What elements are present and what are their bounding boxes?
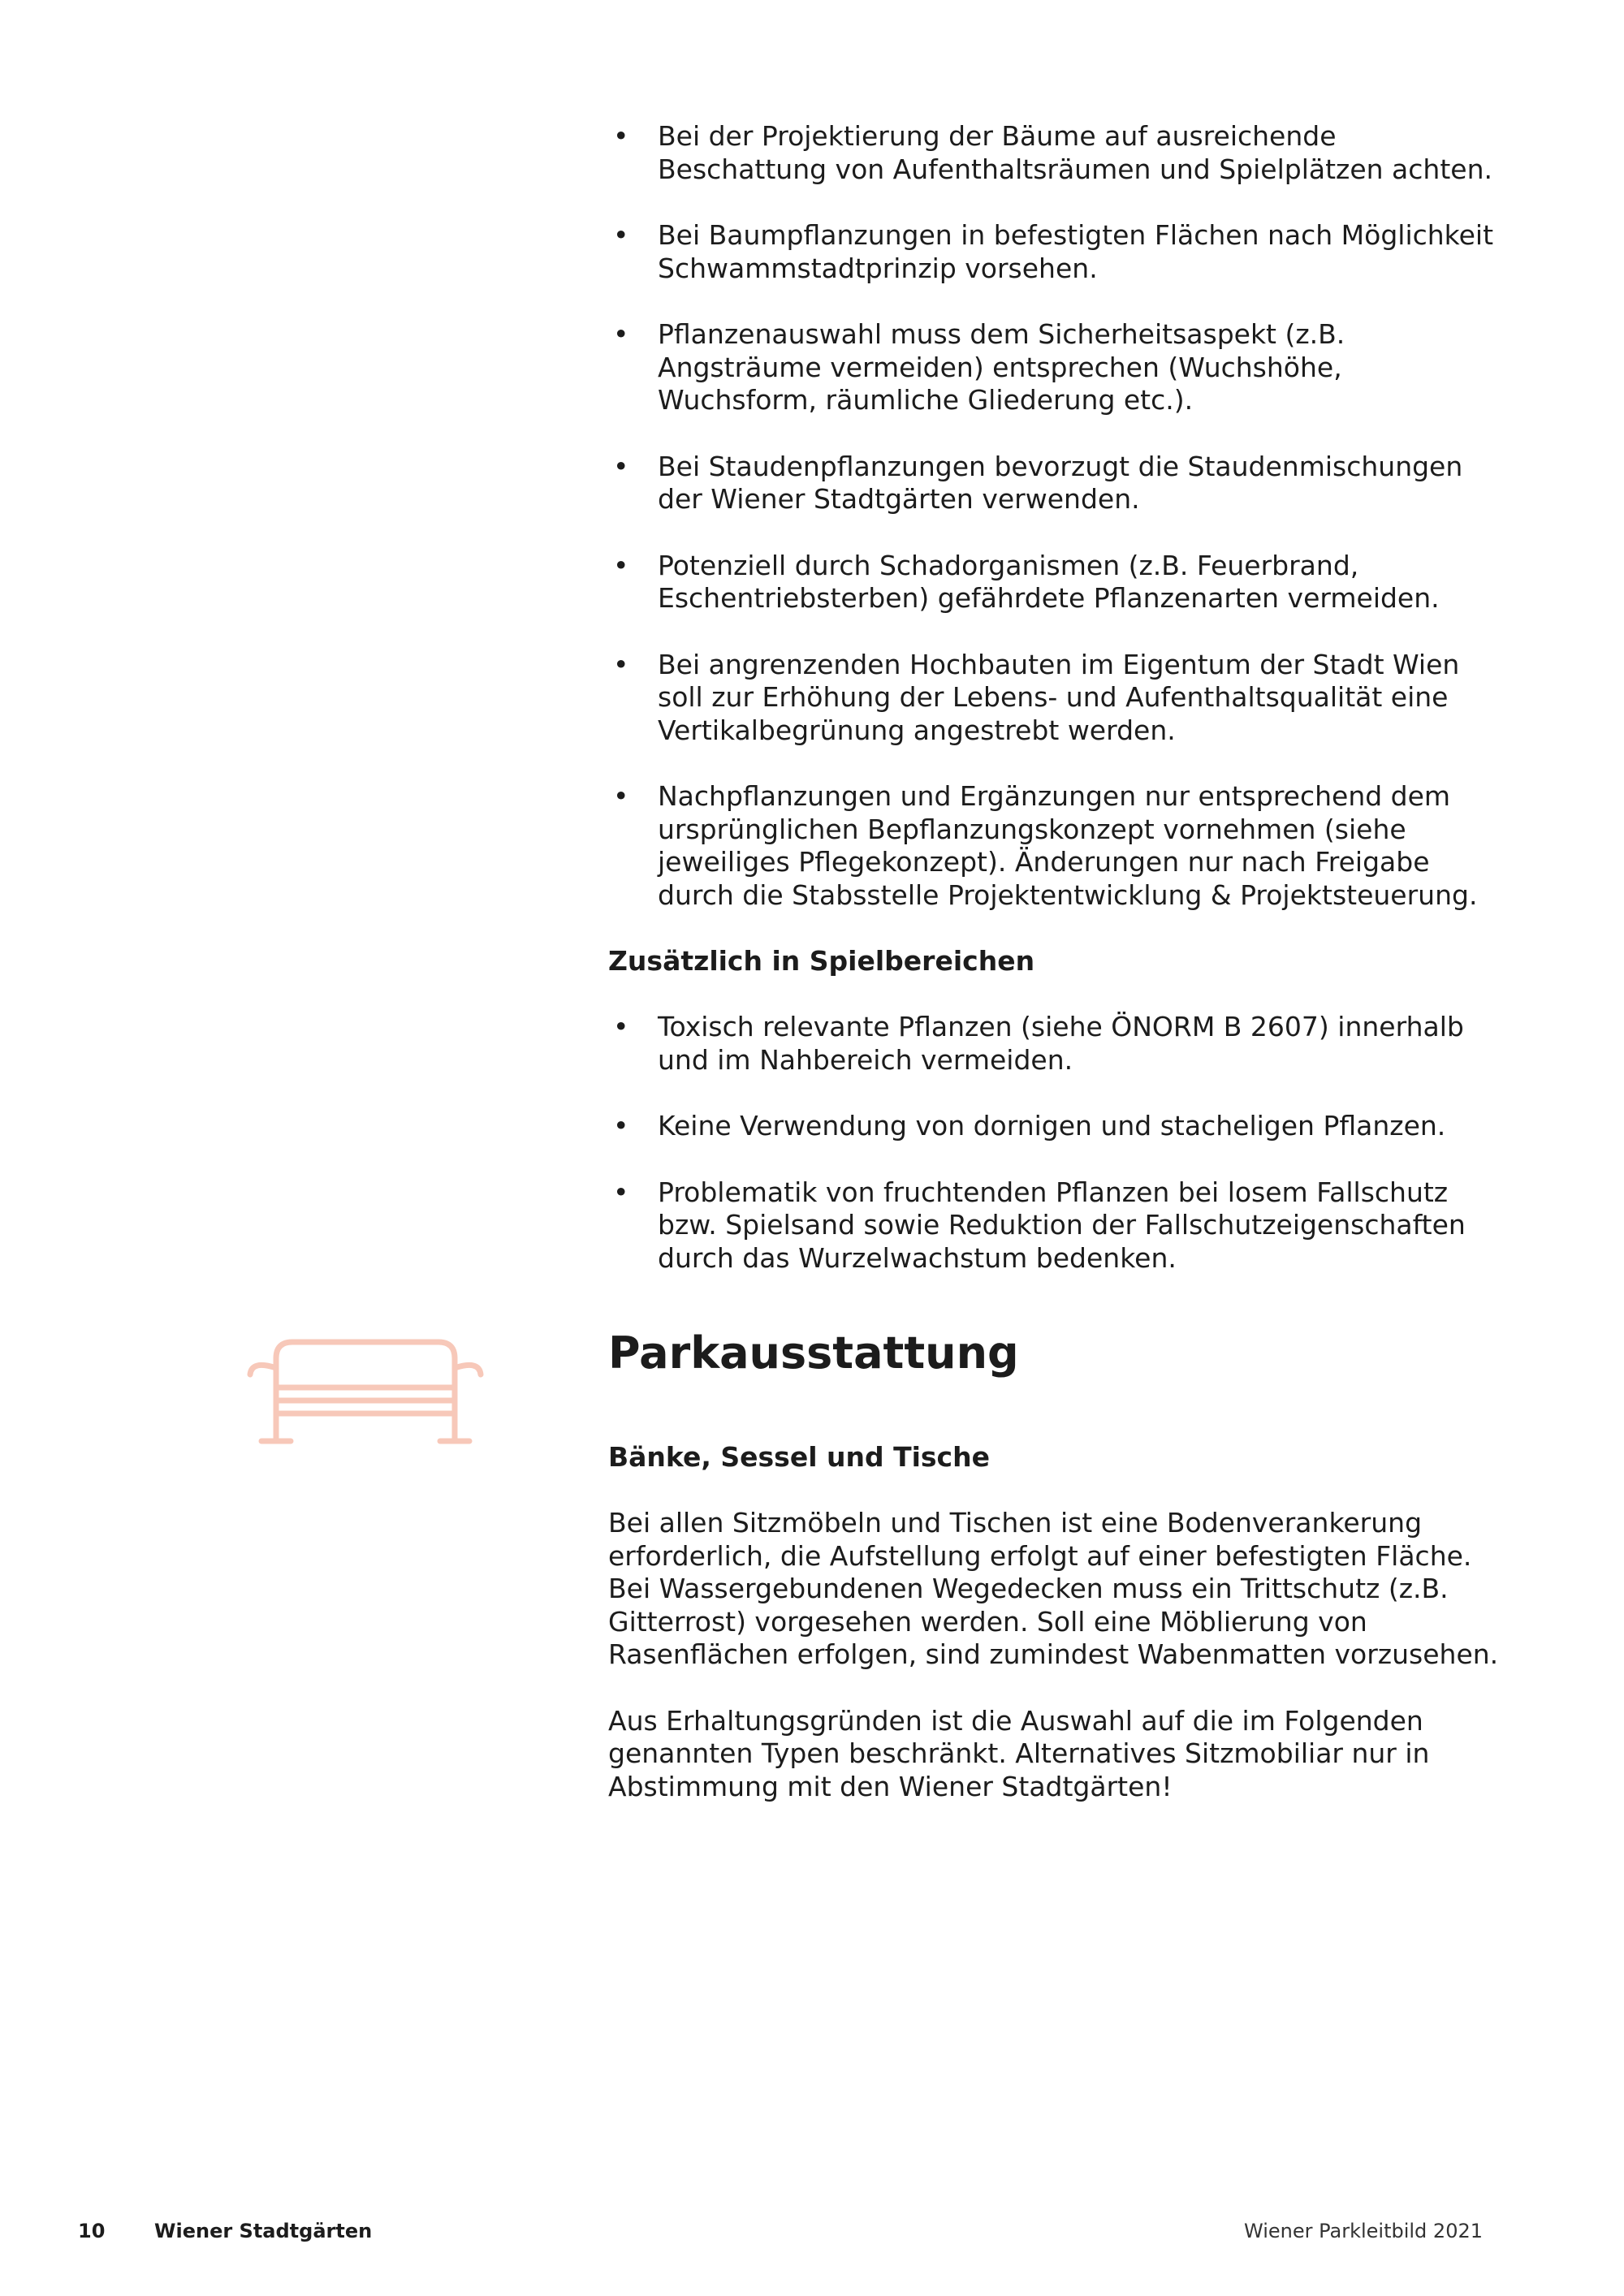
list-item-text: Bei Staudenpflanzungen bevorzugt die Staudenmischungen der Wiener Stadtgärten verwenden. bbox=[658, 450, 1463, 515]
footer-organization: Wiener Stadtgärten bbox=[154, 2220, 373, 2242]
list-item bbox=[608, 1176, 1501, 1275]
main-content bbox=[608, 120, 1501, 1308]
list-item bbox=[608, 1011, 1501, 1077]
list-item bbox=[608, 219, 1501, 285]
bullet-icon: • bbox=[613, 219, 629, 251]
bullet-icon: • bbox=[613, 120, 629, 152]
paragraph: Aus Erhaltungsgründen ist die Auswahl auf die im Folgenden genannten Typen beschränkt. Alternatives Sitzmobiliar nur in Abstimmung mit den Wiener Stadtgärten! bbox=[608, 1704, 1430, 1802]
section-heading: Parkausstattung bbox=[608, 1327, 1019, 1379]
furniture-section bbox=[608, 1441, 1501, 1836]
bench-icon bbox=[244, 1336, 487, 1452]
list-item-text: Bei angrenzenden Hochbauten im Eigentum der Stadt Wien soll zur Erhöhung der Lebens- und Aufenthaltsqualität eine Vertikalbegrünung angestrebt werden. bbox=[658, 648, 1460, 746]
list-item-text: Potenziell durch Schadorganismen (z.B. Feuerbrand, Eschentriebsterben) gefährdete Pflanzenarten vermeiden. bbox=[658, 549, 1440, 614]
bullet-icon: • bbox=[613, 1176, 629, 1208]
tree-guidelines-list bbox=[608, 120, 1501, 912]
list-item bbox=[608, 451, 1501, 516]
list-item-text: Keine Verwendung von dornigen und stacheligen Pflanzen. bbox=[658, 1110, 1446, 1142]
list-item-text: Bei der Projektierung der Bäume auf ausreichende Beschattung von Aufenthaltsräumen und Spielplätzen achten. bbox=[658, 120, 1492, 185]
bullet-icon: • bbox=[613, 1011, 629, 1042]
list-item-text: Nachpflanzungen und Ergänzungen nur entsprechend dem ursprünglichen Bepflanzungskonzept vornehmen (siehe jeweiliges Pflegekonzept). Änderungen nur nach Freigabe durch die Stabsstelle Projektentwicklung & Projektsteuerung. bbox=[658, 780, 1478, 911]
play-areas-list bbox=[608, 1011, 1501, 1275]
paragraph: Bei allen Sitzmöbeln und Tischen ist eine Bodenverankerung erforderlich, die Aufstellung erfolgt auf einer befestigten Fläche. Bei Wassergebundenen Wegedecken muss ein Trittschutz (z.B. Gitterrost) vorgesehen werden. Soll eine Möblierung von Rasenflächen erfolgen, sind zumindest Wabenmatten vorzusehen. bbox=[608, 1507, 1499, 1670]
list-item bbox=[608, 1110, 1501, 1143]
list-item-text: Toxisch relevante Pflanzen (siehe ÖNORM B 2607) innerhalb und im Nahbereich vermeiden. bbox=[658, 1011, 1464, 1076]
page-number: 10 bbox=[78, 2220, 106, 2242]
footer-publication: Wiener Parkleitbild 2021 bbox=[1244, 2220, 1483, 2242]
list-item bbox=[608, 318, 1501, 417]
list-item bbox=[608, 550, 1501, 615]
play-areas-subheading: Zusätzlich in Spielbereichen bbox=[608, 945, 1035, 977]
bullet-icon: • bbox=[613, 1110, 629, 1142]
bullet-icon: • bbox=[613, 780, 629, 812]
list-item bbox=[608, 120, 1501, 186]
list-item bbox=[608, 649, 1501, 748]
list-item bbox=[608, 780, 1501, 912]
list-item-text: Pflanzenauswahl muss dem Sicherheitsaspekt (z.B. Angsträume vermeiden) entsprechen (Wuchshöhe, Wuchsform, räumliche Gliederung etc.). bbox=[658, 318, 1345, 416]
furniture-subheading: Bänke, Sessel und Tische bbox=[608, 1441, 990, 1473]
bullet-icon: • bbox=[613, 648, 629, 680]
bullet-icon: • bbox=[613, 450, 629, 482]
list-item-text: Bei Baumpflanzungen in befestigten Flächen nach Möglichkeit Schwammstadtprinzip vorsehen. bbox=[658, 219, 1494, 284]
bullet-icon: • bbox=[613, 549, 629, 581]
bullet-icon: • bbox=[613, 318, 629, 350]
list-item-text: Problematik von fruchtenden Pflanzen bei losem Fallschutz bzw. Spielsand sowie Reduktion der Fallschutzeigenschaften durch das Wurzelwachstum bedenken. bbox=[658, 1176, 1466, 1274]
